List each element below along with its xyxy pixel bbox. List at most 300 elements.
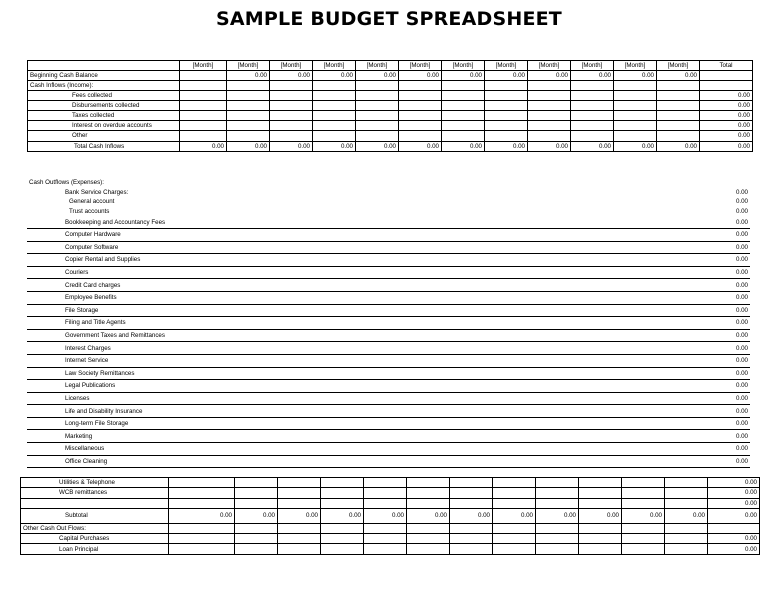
total-cell: 0.00 <box>697 228 750 241</box>
value-cell <box>450 478 493 488</box>
value-cell <box>399 111 442 121</box>
total-cell: 0.00 <box>697 342 750 355</box>
value-cell <box>313 131 356 142</box>
month-header: [Month] <box>270 61 313 71</box>
outflow-row <box>27 317 750 330</box>
value-cell: 0.00 <box>657 71 700 81</box>
value-cell <box>169 534 235 544</box>
value-cell <box>364 534 407 544</box>
value-cell <box>278 523 321 533</box>
inflow-row <box>28 131 753 142</box>
value-cell <box>622 523 665 533</box>
value-cell <box>235 488 278 498</box>
lower-table <box>20 477 760 555</box>
value-cell <box>364 523 407 533</box>
value-cell <box>227 121 270 131</box>
value-cell <box>536 488 579 498</box>
value-cell <box>579 498 622 508</box>
value-cell <box>579 534 622 544</box>
value-cell <box>180 71 227 81</box>
value-cell <box>657 121 700 131</box>
value-cell: 0.00 <box>657 141 700 152</box>
value-cell <box>407 498 450 508</box>
value-cell <box>450 534 493 544</box>
value-cell <box>235 523 278 533</box>
value-cell <box>528 131 571 142</box>
value-cell <box>169 544 235 554</box>
value-cell <box>313 111 356 121</box>
value-cell <box>622 498 665 508</box>
value-cell <box>622 488 665 498</box>
value-cell <box>485 101 528 111</box>
row-label: Couriers <box>27 266 697 279</box>
value-cell <box>614 121 657 131</box>
total-cell: 0.00 <box>697 216 750 228</box>
value-cell <box>180 81 227 91</box>
value-cell <box>493 523 536 533</box>
value-cell <box>493 488 536 498</box>
outflow-row <box>27 443 750 456</box>
month-header: [Month] <box>485 61 528 71</box>
row-label: Interest Charges <box>27 342 697 355</box>
total-cell: 0.00 <box>697 291 750 304</box>
value-cell <box>270 131 313 142</box>
header-blank-cell <box>28 61 180 71</box>
value-cell <box>399 101 442 111</box>
total-cell: 0.00 <box>708 544 760 554</box>
value-cell <box>665 534 708 544</box>
value-cell <box>485 81 528 91</box>
value-cell <box>407 488 450 498</box>
inflow-row <box>28 101 753 111</box>
other-outflow-row <box>21 544 760 554</box>
total-cell: 0.00 <box>700 101 753 111</box>
value-cell <box>450 523 493 533</box>
total-cell: 0.00 <box>700 111 753 121</box>
value-cell <box>579 544 622 554</box>
value-cell <box>536 534 579 544</box>
value-cell <box>321 498 364 508</box>
row-label: Interest on overdue accounts <box>28 121 180 131</box>
value-cell <box>270 91 313 101</box>
value-cell: 0.00 <box>235 508 278 523</box>
value-cell <box>700 81 753 91</box>
month-header: [Month] <box>399 61 442 71</box>
value-cell <box>356 81 399 91</box>
value-cell: 0.00 <box>571 71 614 81</box>
total-cell: 0.00 <box>700 131 753 142</box>
value-cell <box>665 488 708 498</box>
total-cell: 0.00 <box>708 534 760 544</box>
value-cell <box>227 91 270 101</box>
row-label: Disbursements collected <box>28 101 180 111</box>
outflow-row <box>27 254 750 267</box>
section-label: Cash Outflows (Expenses): <box>29 179 104 187</box>
month-header: [Month] <box>180 61 227 71</box>
outflow-row <box>27 405 750 418</box>
total-cell <box>697 178 750 188</box>
row-label: Fees collected <box>28 91 180 101</box>
month-header: [Month] <box>528 61 571 71</box>
row-label: Computer Software <box>27 241 697 254</box>
value-cell <box>485 121 528 131</box>
month-header: [Month] <box>571 61 614 71</box>
value-cell <box>657 91 700 101</box>
total-cell: 0.00 <box>708 488 760 498</box>
total-cell: 0.00 <box>708 478 760 488</box>
value-cell <box>169 498 235 508</box>
outflow-row <box>27 392 750 405</box>
row-label: Loan Principal <box>21 544 169 554</box>
total-cell: 0.00 <box>697 329 750 342</box>
lower-row <box>21 498 760 508</box>
value-cell <box>442 81 485 91</box>
row-label: WCB remittances <box>21 488 169 498</box>
inflows-section-row <box>28 81 753 91</box>
value-cell <box>356 91 399 101</box>
value-cell <box>364 488 407 498</box>
value-cell <box>356 131 399 142</box>
outflows-table <box>27 178 750 468</box>
row-label: Government Taxes and Remittances <box>27 329 697 342</box>
total-cell: 0.00 <box>697 455 750 468</box>
value-cell <box>227 131 270 142</box>
value-cell: 0.00 <box>665 508 708 523</box>
row-label: Miscellaneous <box>27 443 697 456</box>
value-cell <box>169 478 235 488</box>
row-label: Beginning Cash Balance <box>28 71 180 81</box>
value-cell <box>536 523 579 533</box>
month-header: [Month] <box>442 61 485 71</box>
outflows-section-row <box>27 178 750 188</box>
row-label: Internet Service <box>27 354 697 367</box>
value-cell <box>442 121 485 131</box>
value-cell <box>657 111 700 121</box>
total-cell: 0.00 <box>697 279 750 292</box>
total-cell: 0.00 <box>697 367 750 380</box>
total-cell: 0.00 <box>697 392 750 405</box>
value-cell: 0.00 <box>614 71 657 81</box>
inflows-table <box>27 60 753 152</box>
inflow-row <box>28 111 753 121</box>
row-label: Trust accounts <box>69 208 110 216</box>
total-cell: 0.00 <box>697 317 750 330</box>
value-cell <box>579 523 622 533</box>
value-cell <box>571 101 614 111</box>
value-cell <box>614 81 657 91</box>
outflow-row <box>27 266 750 279</box>
value-cell <box>227 111 270 121</box>
total-cell: 0.00 <box>697 380 750 393</box>
row-label: File Storage <box>27 304 697 317</box>
total-cell: 0.00 <box>708 498 760 508</box>
value-cell <box>493 534 536 544</box>
total-cell: 0.00 <box>700 91 753 101</box>
value-cell <box>313 81 356 91</box>
row-label: Taxes collected <box>28 111 180 121</box>
value-cell: 0.00 <box>227 71 270 81</box>
value-cell <box>270 81 313 91</box>
beginning-balance-row <box>28 71 753 81</box>
outflow-row <box>27 279 750 292</box>
month-header: [Month] <box>227 61 270 71</box>
value-cell <box>180 121 227 131</box>
value-cell <box>407 478 450 488</box>
total-cell: 0.00 <box>697 443 750 456</box>
row-label: Subtotal <box>21 508 169 523</box>
value-cell: 0.00 <box>485 71 528 81</box>
value-cell: 0.00 <box>485 141 528 152</box>
subtotal-row <box>21 508 760 523</box>
value-cell: 0.00 <box>399 71 442 81</box>
outflow-row <box>27 430 750 443</box>
value-cell: 0.00 <box>313 141 356 152</box>
total-cell: 0.00 <box>697 405 750 418</box>
inflow-row <box>28 91 753 101</box>
value-cell <box>528 81 571 91</box>
row-label: Licenses <box>27 392 697 405</box>
value-cell: 0.00 <box>700 141 753 152</box>
value-cell: 0.00 <box>321 508 364 523</box>
value-cell <box>169 523 235 533</box>
total-cell: 0.00 <box>697 241 750 254</box>
value-cell <box>528 121 571 131</box>
value-cell <box>622 478 665 488</box>
value-cell <box>235 534 278 544</box>
row-label: Marketing <box>27 430 697 443</box>
value-cell: 0.00 <box>571 141 614 152</box>
value-cell <box>665 523 708 533</box>
value-cell: 0.00 <box>579 508 622 523</box>
value-cell <box>450 498 493 508</box>
value-cell <box>622 534 665 544</box>
value-cell <box>364 544 407 554</box>
value-cell: 0.00 <box>313 71 356 81</box>
value-cell <box>657 101 700 111</box>
total-cell: 0.00 <box>697 417 750 430</box>
value-cell <box>270 121 313 131</box>
value-cell <box>313 91 356 101</box>
value-cell <box>493 478 536 488</box>
value-cell <box>571 131 614 142</box>
outflow-row <box>27 304 750 317</box>
value-cell <box>442 131 485 142</box>
value-cell <box>571 121 614 131</box>
value-cell <box>528 111 571 121</box>
page-title: SAMPLE BUDGET SPREADSHEET <box>216 8 562 30</box>
value-cell: 0.00 <box>708 508 760 523</box>
outflow-row <box>27 216 750 228</box>
value-cell <box>528 101 571 111</box>
value-cell <box>356 121 399 131</box>
row-label: Bank Service Charges: <box>65 188 129 196</box>
value-cell: 0.00 <box>278 508 321 523</box>
lower-row <box>21 488 760 498</box>
value-cell <box>450 544 493 554</box>
value-cell <box>614 91 657 101</box>
value-cell <box>180 131 227 142</box>
value-cell <box>571 111 614 121</box>
row-label: Employee Benefits <box>27 291 697 304</box>
outflow-row <box>27 342 750 355</box>
value-cell <box>528 91 571 101</box>
value-cell <box>278 534 321 544</box>
section-label: Other Cash Out Flows: <box>21 523 169 533</box>
row-label: Computer Hardware <box>27 228 697 241</box>
value-cell: 0.00 <box>493 508 536 523</box>
value-cell <box>321 523 364 533</box>
other-outflow-row <box>21 534 760 544</box>
value-cell: 0.00 <box>536 508 579 523</box>
value-cell <box>442 101 485 111</box>
value-cell <box>399 81 442 91</box>
total-cell: 0.00 <box>697 354 750 367</box>
bank-charges-row <box>27 188 750 198</box>
value-cell <box>665 498 708 508</box>
outflow-row <box>27 417 750 430</box>
value-cell <box>614 101 657 111</box>
value-cell: 0.00 <box>180 141 227 152</box>
value-cell: 0.00 <box>614 141 657 152</box>
value-cell: 0.00 <box>450 508 493 523</box>
month-header: [Month] <box>356 61 399 71</box>
value-cell: 0.00 <box>528 71 571 81</box>
outflow-row <box>27 455 750 468</box>
value-cell <box>407 534 450 544</box>
value-cell <box>270 101 313 111</box>
value-cell <box>313 101 356 111</box>
inflow-row <box>28 121 753 131</box>
value-cell <box>493 544 536 554</box>
value-cell: 0.00 <box>270 141 313 152</box>
total-header: Total <box>700 61 753 71</box>
value-cell <box>270 111 313 121</box>
value-cell <box>321 478 364 488</box>
total-cell: 0.00 <box>735 188 748 196</box>
outflow-row <box>27 197 750 207</box>
outflow-row <box>27 291 750 304</box>
row-label: Total Cash Inflows <box>28 141 180 152</box>
value-cell <box>665 544 708 554</box>
row-label: Other <box>28 131 180 142</box>
value-cell <box>180 91 227 101</box>
outflow-row <box>27 241 750 254</box>
value-cell: 0.00 <box>528 141 571 152</box>
value-cell <box>235 498 278 508</box>
outflow-row <box>27 207 750 217</box>
outflow-row <box>27 228 750 241</box>
lower-row <box>21 478 760 488</box>
value-cell <box>321 488 364 498</box>
value-cell <box>399 121 442 131</box>
value-cell <box>536 544 579 554</box>
value-cell <box>227 81 270 91</box>
value-cell <box>571 91 614 101</box>
value-cell <box>657 131 700 142</box>
total-cell: 0.00 <box>697 304 750 317</box>
row-label: General account <box>69 198 115 206</box>
value-cell <box>442 111 485 121</box>
outflow-row <box>27 329 750 342</box>
row-label: Legal Publications <box>27 380 697 393</box>
row-label: Utilities & Telephone <box>21 478 169 488</box>
total-cell: 0.00 <box>697 430 750 443</box>
value-cell: 0.00 <box>399 141 442 152</box>
value-cell <box>536 498 579 508</box>
row-label: Copier Rental and Supplies <box>27 254 697 267</box>
value-cell <box>227 101 270 111</box>
row-label: Life and Disability Insurance <box>27 405 697 418</box>
month-header: [Month] <box>313 61 356 71</box>
row-label: Long-term File Storage <box>27 417 697 430</box>
value-cell <box>657 81 700 91</box>
value-cell <box>180 111 227 121</box>
value-cell: 0.00 <box>270 71 313 81</box>
value-cell <box>536 478 579 488</box>
value-cell <box>579 488 622 498</box>
value-cell: 0.00 <box>442 71 485 81</box>
outflow-row <box>27 380 750 393</box>
value-cell: 0.00 <box>356 141 399 152</box>
value-cell <box>180 101 227 111</box>
row-label: Bookkeeping and Accountancy Fees <box>27 216 697 228</box>
value-cell <box>485 91 528 101</box>
row-label: Capital Purchases <box>21 534 169 544</box>
value-cell <box>278 498 321 508</box>
value-cell: 0.00 <box>169 508 235 523</box>
value-cell <box>708 523 760 533</box>
value-cell <box>450 488 493 498</box>
total-cell: 0.00 <box>735 208 748 216</box>
value-cell <box>278 488 321 498</box>
value-cell <box>407 523 450 533</box>
value-cell: 0.00 <box>407 508 450 523</box>
value-cell <box>356 101 399 111</box>
value-cell <box>399 131 442 142</box>
total-cell: 0.00 <box>700 121 753 131</box>
value-cell <box>399 91 442 101</box>
row-label: Credit Card charges <box>27 279 697 292</box>
value-cell: 0.00 <box>356 71 399 81</box>
value-cell <box>614 131 657 142</box>
value-cell <box>278 544 321 554</box>
value-cell <box>614 111 657 121</box>
outflow-row <box>27 354 750 367</box>
header-row <box>28 61 753 71</box>
value-cell <box>665 478 708 488</box>
month-header: [Month] <box>657 61 700 71</box>
value-cell <box>493 498 536 508</box>
value-cell <box>407 544 450 554</box>
row-label <box>21 498 169 508</box>
total-cell: 0.00 <box>697 254 750 267</box>
value-cell <box>364 498 407 508</box>
value-cell <box>313 121 356 131</box>
value-cell: 0.00 <box>227 141 270 152</box>
value-cell <box>485 111 528 121</box>
section-label: Cash Inflows (Income): <box>28 81 180 91</box>
value-cell <box>278 478 321 488</box>
value-cell <box>321 534 364 544</box>
row-label: Filing and Title Agents <box>27 317 697 330</box>
value-cell <box>169 488 235 498</box>
other-outflows-row <box>21 523 760 533</box>
total-cell: 0.00 <box>735 198 748 206</box>
total-inflows-row <box>28 141 753 152</box>
value-cell <box>321 544 364 554</box>
value-cell <box>235 478 278 488</box>
value-cell <box>579 478 622 488</box>
